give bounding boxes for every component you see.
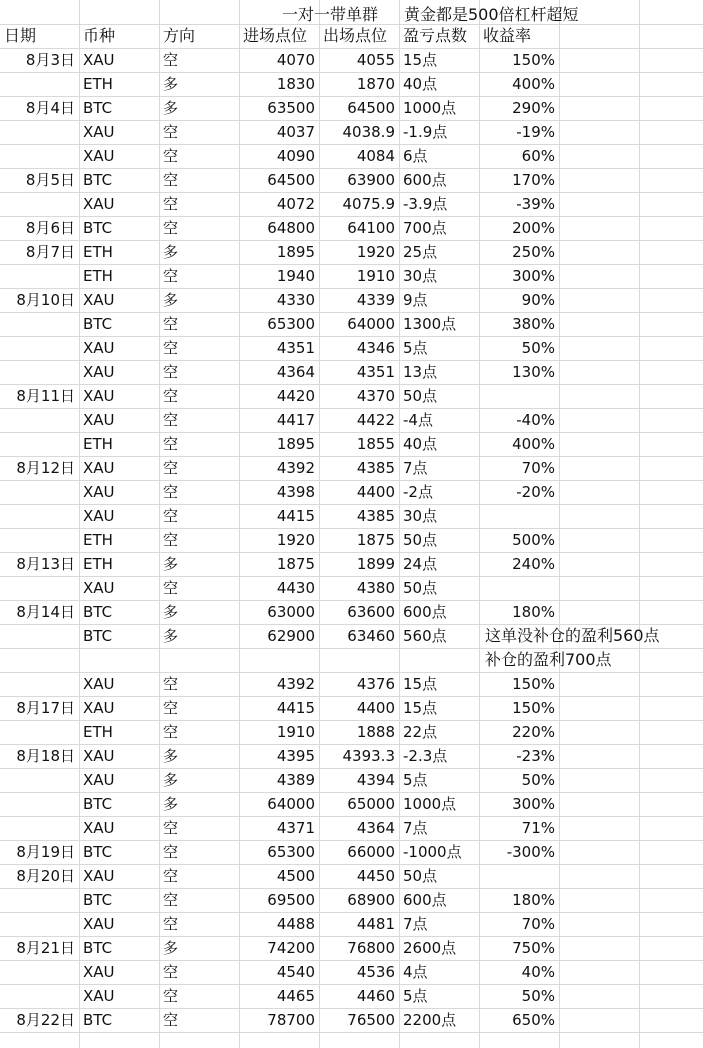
grid-column-line	[559, 0, 560, 1048]
cell-coin: ETH	[83, 531, 113, 549]
cell-entry: 4415	[276, 699, 315, 717]
cell-points: 50点	[403, 531, 438, 549]
cell-entry: 4070	[276, 51, 315, 69]
cell-points: 40点	[403, 435, 438, 453]
cell-direction: 空	[163, 123, 179, 141]
cell-direction: 空	[163, 963, 179, 981]
cell-direction: 空	[163, 219, 179, 237]
cell-points: 7点	[403, 459, 428, 477]
cell-entry: 4072	[276, 195, 315, 213]
cell-direction: 空	[163, 1011, 179, 1029]
cell-points: 560点	[403, 627, 447, 645]
cell-return: 150%	[512, 51, 555, 69]
cell-return: -40%	[516, 411, 555, 429]
cell-coin: XAU	[83, 123, 115, 141]
cell-exit: 4385	[356, 507, 395, 525]
cell-coin: ETH	[83, 555, 113, 573]
cell-direction: 多	[163, 291, 179, 309]
cell-direction: 空	[163, 339, 179, 357]
cell-coin: BTC	[83, 315, 113, 333]
cell-date: 8月5日	[25, 171, 75, 189]
cell-return: 180%	[512, 603, 555, 621]
cell-entry: 4389	[276, 771, 315, 789]
cell-exit: 4351	[356, 363, 395, 381]
grid-row-line	[0, 1032, 703, 1033]
cell-direction: 空	[163, 723, 179, 741]
cell-return: 300%	[512, 795, 555, 813]
cell-points: 30点	[403, 507, 438, 525]
cell-entry: 1920	[276, 531, 315, 549]
cell-coin: BTC	[83, 603, 113, 621]
cell-exit: 4460	[356, 987, 395, 1005]
cell-return: 380%	[512, 315, 555, 333]
cell-entry: 1895	[276, 243, 315, 261]
cell-exit: 1855	[356, 435, 395, 453]
cell-exit: 4376	[356, 675, 395, 693]
cell-return: 71%	[521, 819, 555, 837]
cell-date: 8月13日	[16, 555, 75, 573]
cell-exit: 4075.9	[342, 195, 395, 213]
cell-entry: 1875	[276, 555, 315, 573]
cell-exit: 4400	[356, 483, 395, 501]
header-return: 收益率	[483, 26, 532, 45]
cell-entry: 4364	[276, 363, 315, 381]
cell-entry: 65300	[267, 315, 315, 333]
cell-exit: 63900	[347, 171, 395, 189]
cell-points: 5点	[403, 339, 428, 357]
cell-date: 8月17日	[16, 699, 75, 717]
cell-date: 8月6日	[25, 219, 75, 237]
cell-direction: 空	[163, 843, 179, 861]
cell-return: 40%	[521, 963, 555, 981]
cell-entry: 4415	[276, 507, 315, 525]
cell-coin: XAU	[83, 51, 115, 69]
cell-direction: 空	[163, 819, 179, 837]
cell-entry: 1830	[276, 75, 315, 93]
cell-coin: BTC	[83, 627, 113, 645]
cell-return: 150%	[512, 699, 555, 717]
cell-return: 90%	[521, 291, 555, 309]
cell-return: 50%	[521, 339, 555, 357]
cell-points: 4点	[403, 963, 428, 981]
cell-note: 补仓的盈利700点	[485, 650, 612, 669]
cell-exit: 4346	[356, 339, 395, 357]
cell-entry: 63000	[267, 603, 315, 621]
cell-exit: 4385	[356, 459, 395, 477]
cell-points: 1300点	[403, 315, 457, 333]
cell-entry: 69500	[267, 891, 315, 909]
cell-coin: BTC	[83, 99, 113, 117]
cell-direction: 空	[163, 579, 179, 597]
cell-entry: 4500	[276, 867, 315, 885]
cell-exit: 1910	[356, 267, 395, 285]
cell-exit: 1870	[356, 75, 395, 93]
cell-points: 5点	[403, 987, 428, 1005]
cell-entry: 4090	[276, 147, 315, 165]
cell-entry: 4465	[276, 987, 315, 1005]
cell-direction: 空	[163, 459, 179, 477]
cell-coin: BTC	[83, 1011, 113, 1029]
cell-points: 25点	[403, 243, 438, 261]
cell-return: -23%	[516, 747, 555, 765]
cell-return: 500%	[512, 531, 555, 549]
cell-entry: 63500	[267, 99, 315, 117]
cell-entry: 4398	[276, 483, 315, 501]
cell-direction: 空	[163, 891, 179, 909]
cell-exit: 63460	[347, 627, 395, 645]
cell-entry: 4371	[276, 819, 315, 837]
cell-points: 7点	[403, 915, 428, 933]
cell-direction: 空	[163, 51, 179, 69]
cell-entry: 62900	[267, 627, 315, 645]
cell-date: 8月10日	[16, 291, 75, 309]
cell-points: 30点	[403, 267, 438, 285]
cell-direction: 多	[163, 939, 179, 957]
cell-entry: 4395	[276, 747, 315, 765]
cell-direction: 空	[163, 699, 179, 717]
cell-direction: 空	[163, 915, 179, 933]
cell-return: 290%	[512, 99, 555, 117]
cell-coin: XAU	[83, 579, 115, 597]
cell-entry: 4392	[276, 675, 315, 693]
cell-date: 8月4日	[25, 99, 75, 117]
cell-return: 650%	[512, 1011, 555, 1029]
cell-entry: 65300	[267, 843, 315, 861]
cell-date: 8月11日	[16, 387, 75, 405]
cell-coin: XAU	[83, 963, 115, 981]
cell-points: 24点	[403, 555, 438, 573]
cell-entry: 4417	[276, 411, 315, 429]
cell-points: 2200点	[403, 1011, 457, 1029]
cell-points: 5点	[403, 771, 428, 789]
cell-direction: 空	[163, 267, 179, 285]
cell-coin: XAU	[83, 195, 115, 213]
title-left: 一对一带单群	[282, 5, 379, 24]
cell-coin: XAU	[83, 507, 115, 525]
cell-exit: 76800	[347, 939, 395, 957]
cell-return: 750%	[512, 939, 555, 957]
cell-coin: XAU	[83, 747, 115, 765]
cell-coin: XAU	[83, 675, 115, 693]
cell-direction: 空	[163, 435, 179, 453]
cell-entry: 1895	[276, 435, 315, 453]
cell-exit: 66000	[347, 843, 395, 861]
cell-exit: 1920	[356, 243, 395, 261]
cell-return: -300%	[506, 843, 555, 861]
cell-direction: 多	[163, 99, 179, 117]
cell-exit: 4038.9	[342, 123, 395, 141]
cell-exit: 4450	[356, 867, 395, 885]
cell-coin: ETH	[83, 243, 113, 261]
cell-exit: 4339	[356, 291, 395, 309]
cell-points: 600点	[403, 171, 447, 189]
cell-exit: 4394	[356, 771, 395, 789]
cell-return: 130%	[512, 363, 555, 381]
cell-direction: 多	[163, 627, 179, 645]
cell-date: 8月3日	[25, 51, 75, 69]
cell-return: 240%	[512, 555, 555, 573]
cell-coin: ETH	[83, 267, 113, 285]
cell-coin: XAU	[83, 147, 115, 165]
header-points: 盈亏点数	[403, 26, 468, 45]
cell-points: 13点	[403, 363, 438, 381]
cell-points: 50点	[403, 387, 438, 405]
cell-entry: 4430	[276, 579, 315, 597]
cell-coin: XAU	[83, 339, 115, 357]
cell-exit: 4393.3	[342, 747, 395, 765]
cell-exit: 1899	[356, 555, 395, 573]
cell-points: -1000点	[403, 843, 462, 861]
cell-points: 50点	[403, 579, 438, 597]
cell-exit: 4370	[356, 387, 395, 405]
cell-coin: XAU	[83, 699, 115, 717]
cell-exit: 4400	[356, 699, 395, 717]
cell-entry: 4037	[276, 123, 315, 141]
cell-direction: 空	[163, 195, 179, 213]
header-coin: 币种	[83, 26, 116, 45]
cell-exit: 64500	[347, 99, 395, 117]
cell-exit: 1888	[356, 723, 395, 741]
cell-direction: 空	[163, 147, 179, 165]
cell-exit: 1875	[356, 531, 395, 549]
cell-direction: 空	[163, 987, 179, 1005]
cell-direction: 空	[163, 411, 179, 429]
cell-note: 这单没补仓的盈利560点	[485, 626, 660, 645]
cell-points: 22点	[403, 723, 438, 741]
cell-points: 2600点	[403, 939, 457, 957]
cell-entry: 64000	[267, 795, 315, 813]
cell-exit: 68900	[347, 891, 395, 909]
cell-date: 8月21日	[16, 939, 75, 957]
cell-coin: XAU	[83, 363, 115, 381]
cell-exit: 76500	[347, 1011, 395, 1029]
cell-points: 600点	[403, 891, 447, 909]
header-direction: 方向	[163, 26, 196, 45]
cell-return: 60%	[521, 147, 555, 165]
cell-date: 8月19日	[16, 843, 75, 861]
cell-points: -4点	[403, 411, 433, 429]
cell-return: 70%	[521, 915, 555, 933]
title-right: 黄金都是500倍杠杆超短	[404, 5, 579, 24]
cell-exit: 64100	[347, 219, 395, 237]
cell-date: 8月7日	[25, 243, 75, 261]
cell-entry: 74200	[267, 939, 315, 957]
cell-exit: 4536	[356, 963, 395, 981]
cell-points: 1000点	[403, 795, 457, 813]
cell-date: 8月20日	[16, 867, 75, 885]
cell-return: 180%	[512, 891, 555, 909]
cell-points: 9点	[403, 291, 428, 309]
cell-coin: BTC	[83, 843, 113, 861]
cell-return: 400%	[512, 75, 555, 93]
cell-entry: 64800	[267, 219, 315, 237]
cell-date: 8月18日	[16, 747, 75, 765]
cell-direction: 空	[163, 483, 179, 501]
cell-points: 7点	[403, 819, 428, 837]
cell-entry: 4488	[276, 915, 315, 933]
cell-entry: 4351	[276, 339, 315, 357]
cell-entry: 1910	[276, 723, 315, 741]
cell-points: 15点	[403, 675, 438, 693]
cell-coin: XAU	[83, 459, 115, 477]
cell-return: -19%	[516, 123, 555, 141]
cell-entry: 4330	[276, 291, 315, 309]
cell-coin: BTC	[83, 171, 113, 189]
cell-date: 8月12日	[16, 459, 75, 477]
cell-return: -39%	[516, 195, 555, 213]
cell-coin: XAU	[83, 483, 115, 501]
cell-coin: XAU	[83, 987, 115, 1005]
cell-points: -3.9点	[403, 195, 448, 213]
cell-entry: 78700	[267, 1011, 315, 1029]
cell-direction: 空	[163, 387, 179, 405]
header-date: 日期	[4, 26, 37, 45]
header-entry: 进场点位	[243, 26, 308, 45]
cell-entry: 4392	[276, 459, 315, 477]
cell-entry: 1940	[276, 267, 315, 285]
cell-return: 250%	[512, 243, 555, 261]
cell-exit: 65000	[347, 795, 395, 813]
cell-coin: XAU	[83, 819, 115, 837]
cell-direction: 空	[163, 171, 179, 189]
cell-return: 170%	[512, 171, 555, 189]
cell-exit: 4481	[356, 915, 395, 933]
cell-entry: 64500	[267, 171, 315, 189]
cell-direction: 空	[163, 675, 179, 693]
cell-direction: 空	[163, 363, 179, 381]
cell-direction: 多	[163, 795, 179, 813]
cell-coin: XAU	[83, 411, 115, 429]
cell-direction: 空	[163, 531, 179, 549]
cell-direction: 多	[163, 243, 179, 261]
cell-direction: 空	[163, 507, 179, 525]
cell-points: 50点	[403, 867, 438, 885]
cell-points: -2点	[403, 483, 433, 501]
cell-coin: ETH	[83, 75, 113, 93]
cell-coin: BTC	[83, 891, 113, 909]
cell-direction: 多	[163, 747, 179, 765]
cell-direction: 多	[163, 603, 179, 621]
cell-points: 40点	[403, 75, 438, 93]
cell-coin: XAU	[83, 387, 115, 405]
cell-coin: XAU	[83, 915, 115, 933]
cell-exit: 4422	[356, 411, 395, 429]
cell-return: -20%	[516, 483, 555, 501]
cell-return: 220%	[512, 723, 555, 741]
cell-coin: BTC	[83, 939, 113, 957]
cell-return: 300%	[512, 267, 555, 285]
cell-direction: 多	[163, 75, 179, 93]
cell-points: 15点	[403, 51, 438, 69]
cell-points: 6点	[403, 147, 428, 165]
cell-coin: XAU	[83, 867, 115, 885]
cell-coin: BTC	[83, 795, 113, 813]
cell-points: -1.9点	[403, 123, 448, 141]
cell-coin: XAU	[83, 771, 115, 789]
cell-points: -2.3点	[403, 747, 448, 765]
cell-coin: ETH	[83, 723, 113, 741]
cell-direction: 多	[163, 555, 179, 573]
cell-return: 400%	[512, 435, 555, 453]
cell-exit: 4364	[356, 819, 395, 837]
cell-direction: 多	[163, 771, 179, 789]
cell-return: 50%	[521, 771, 555, 789]
cell-points: 15点	[403, 699, 438, 717]
cell-exit: 64000	[347, 315, 395, 333]
cell-exit: 4055	[356, 51, 395, 69]
cell-points: 700点	[403, 219, 447, 237]
cell-date: 8月14日	[16, 603, 75, 621]
grid-column-line	[639, 0, 640, 1048]
cell-return: 200%	[512, 219, 555, 237]
cell-entry: 4420	[276, 387, 315, 405]
header-exit: 出场点位	[323, 26, 388, 45]
cell-exit: 4380	[356, 579, 395, 597]
cell-exit: 63600	[347, 603, 395, 621]
cell-points: 600点	[403, 603, 447, 621]
cell-return: 150%	[512, 675, 555, 693]
cell-coin: ETH	[83, 435, 113, 453]
cell-entry: 4540	[276, 963, 315, 981]
cell-coin: BTC	[83, 219, 113, 237]
cell-date: 8月22日	[16, 1011, 75, 1029]
cell-return: 70%	[521, 459, 555, 477]
cell-points: 1000点	[403, 99, 457, 117]
cell-return: 50%	[521, 987, 555, 1005]
cell-direction: 空	[163, 315, 179, 333]
cell-direction: 空	[163, 867, 179, 885]
cell-exit: 4084	[356, 147, 395, 165]
cell-coin: XAU	[83, 291, 115, 309]
